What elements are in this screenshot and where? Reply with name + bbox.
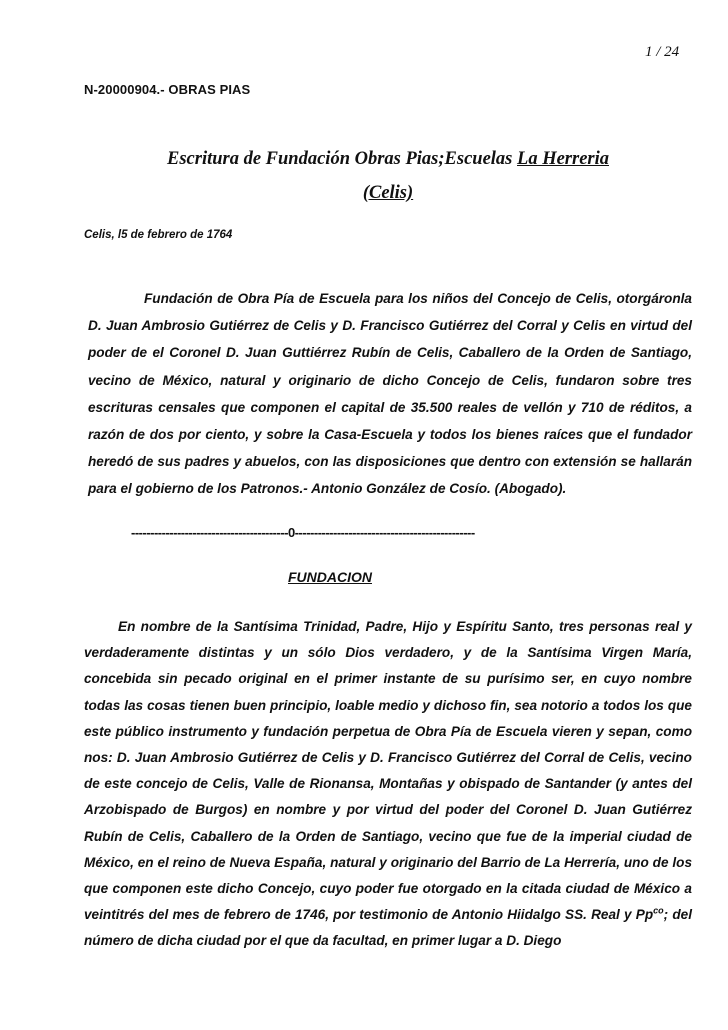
title-place: La Herreria [517,149,609,169]
document-reference: N-20000904.- OBRAS PIAS [84,82,251,97]
page-number: 1 / 24 [645,44,680,60]
document-title [82,142,694,210]
section-divider: -----------------------------------------0----------------------------------------------- [131,525,475,540]
body-paragraph [84,614,692,955]
summary-paragraph [88,285,692,503]
title-main: Escritura de Fundación Obras Pias;Escuelas [167,149,518,169]
title-subplace: (Celis) [362,183,414,203]
section-heading: FUNDACION [288,569,372,585]
body-text-continued: ; del número de dicha ciudad por el que da facultad, en primer lugar a D. Diego [84,907,692,949]
summary-text: Fundación de Obra Pía de Escuela para los niños del Concejo de Celis, otorgáronla D. Juan Ambrosio Gutiérrez de Celis y D. Francisco Gutiérrez del Corral y Celis en virtud del poder de el Coronel D. Juan Guttiérrez Rubín de Celis, Caballero de la Orden de Santiago, vecino de México, natural y originario de dicho Concejo de Celis, fundaron sobre tres escrituras censales que componen el capital de 35.500 reales de vellón y 710 de réditos, a razón de dos por ciento, y sobre la Casa-Escuela y todos los bienes raíces que el fundador heredó de sus padres y abuelos, con las disposiciones que dentro con extensión se hallarán para el gobierno de los Patronos.- Antonio González de Cosío. (Abogado). [88,291,692,497]
place-date: Celis, l5 de febrero de 1764 [84,229,233,241]
superscript: co [653,905,664,916]
body-text: En nombre de la Santísima Trinidad, Padre, Hijo y Espíritu Santo, tres personas real y verdaderamente distintas y un sólo Dios verdadero, y de la Santísima Virgen María, concebida sin pecado original en el primer instante de su purísimo ser, en cuyo nombre todas las cosas tienen buen principio, loable medio y dichoso fin, sea notorio a todos los que este público instrumento y fundación perpetua de Obra Pía de Escuela vieren y sepan, como nos: D. Juan Ambrosio Gutiérrez de Celis y D. Francisco Gutiérrez del Corral de Celis, vecino de este concejo de Celis, Valle de Rionansa, Montañas y obispado de Santander (y antes del Arzobispado de Burgos) en nombre y por virtud del poder del Coronel D. Juan Gutiérrez Rubín de Celis, Caballero de la Orden de Santiago, vecino que fue de la imperial ciudad de México, en el reino de Nueva España, natural y originario del Barrio de La Herrería, uno de los que componen este dicho Concejo, cuyo poder fue otorgado en la citada ciudad de México a veintitrés del mes de febrero de 1746, por testimonio de Antonio Hiidalgo SS. Real y Pp [84,619,692,923]
